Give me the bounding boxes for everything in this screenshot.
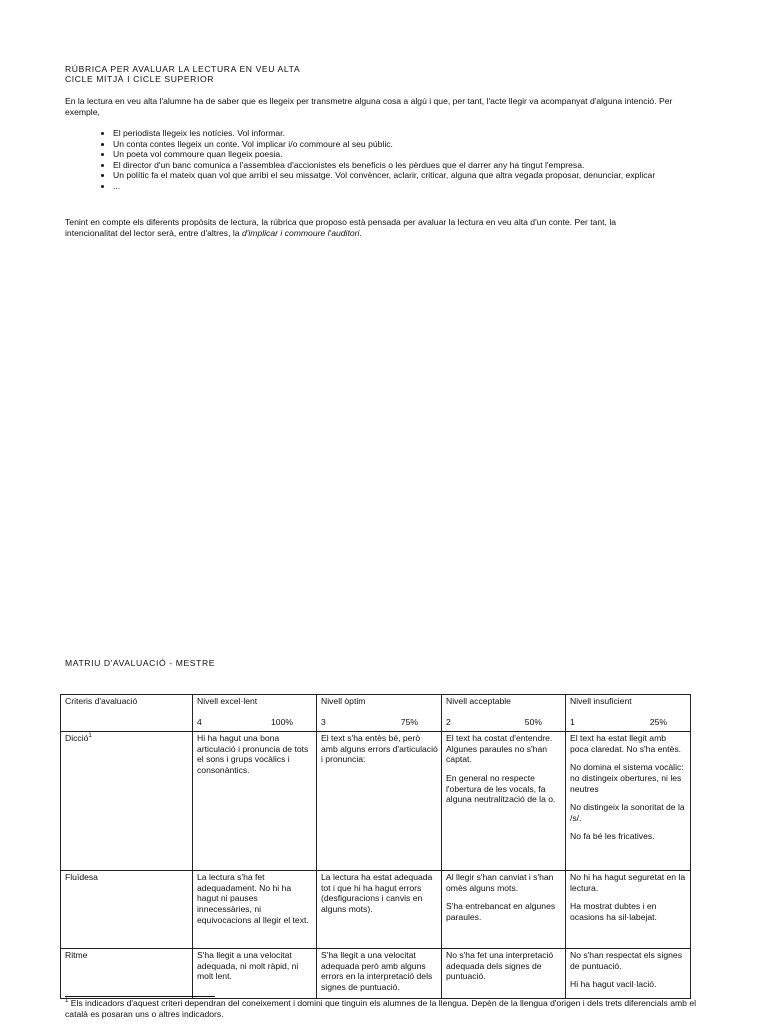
level-percent: 25% [649,716,667,727]
level-name: Nivell insuficient [570,696,632,706]
level-name: Nivell excel·lent [197,696,258,706]
level-cell: No s'han respectat els signes de puntuació. Hi ha hagut vacil·lació. [566,949,691,999]
header-level-excellent [193,695,317,732]
purpose-emphasis: d'implicar i commoure l'auditori [241,227,360,238]
header-level-optimal [317,695,442,732]
table-header-row [61,695,691,732]
level-cell: La lectura ha estat adequada tot i que hi ha hagut errors (desfiguracions i canvis en alguns mots). [317,871,442,949]
level-cell: El text ha estat llegit amb poca claredat. No s'ha entès. No domina el sistema vocàlic: no distingeix obertures, ni les neutres No distingeix la sonoritat de la /s/. No fa bé les fricatives. [566,732,691,871]
level-points: 1 [570,716,575,727]
footnote-number: 1 [65,998,69,1005]
level-points: 4 [197,716,202,727]
list-item: • Un polític fa el mateix quan vol que arribi el seu missatge. Vol convèncer, aclarir, criticar, alguna que altra vegada proposar, denunciar, explicar [113,170,688,181]
level-cell: Al llegir s'han canviat i s'han omès alguns mots. S'ha entrebancat en algunes paraules. [442,871,566,949]
list-item: • Un poeta vol commoure quan llegeix poesia. [113,149,688,160]
footnote-text: Els indicadors d'aquest criteri dependran del coneixement i domini que tinguin els alumnes de la llengua. Depèn de la llengua d'origen i dels trets diferencials amb el català es posaran uns o altres indicadors. [65,998,697,1019]
level-name: Nivell òptim [321,696,366,706]
level-cell: Hi ha hagut una bona articulació i pronuncia de tots el sons i grups vocàlics i consonàntics. [193,732,317,871]
list-item: • El periodista llegeix les notícies. Vol informar. [113,128,688,139]
level-points: 2 [446,716,451,727]
criterion-cell: Ritme [61,949,193,999]
examples-list [96,128,688,192]
header-level-acceptable [442,695,566,732]
rubric-table [60,694,691,999]
level-cell: La lectura s'ha fet adequadament. No hi ha hagut ni pauses innecessàries, ni equivocacions al llegir el text. [193,871,317,949]
criterion-cell: Dicció$^1$ [61,732,193,871]
header-level-insufficient [566,695,691,732]
level-cell: No s'ha fet una interpretació adequada dels signes de puntuació. [442,949,566,999]
level-percent: 100% [271,716,293,727]
purpose-paragraph [65,217,665,238]
level-cell: No hi ha hagut seguretat en la lectura. Ha mostrat dubtes i en ocasions ha sil·labejat. [566,871,691,949]
matrix-title: MATRIU D'AVALUACIÓ - MESTRE [65,658,216,668]
level-points: 3 [321,716,326,727]
footnote [65,998,705,1019]
document-title [65,64,300,85]
list-item: • El director d'un banc comunica a l'assemblea d'accionistes els beneficis o les pèrdues que el darrer any ha tingut l'empresa. [113,160,688,171]
title-line-1: RÚBRICA PER AVALUAR LA LECTURA EN VEU ALTA [65,64,301,74]
level-cell: El text ha costat d'entendre. Algunes paraules no s'han captat. En general no respecte l'obertura de les vocals, fa alguna neutralització de la o. [442,732,566,871]
intro-paragraph: En la lectura en veu alta l'alumne ha de saber que es llegeix per transmetre alguna cosa a algú i que, per tant, l'acte llegir va acompanyat d'alguna intenció. Per exemple, [65,96,673,117]
level-percent: 75% [400,716,418,727]
table-row [61,871,691,949]
list-item: • ... [113,181,688,192]
level-percent: 50% [524,716,542,727]
header-criteria: Criteris d'avaluació [61,695,193,732]
criterion-cell: Fluïdesa [61,871,193,949]
level-cell: El text s'ha entès bé, però amb alguns errors d'articulació i pronuncia: [317,732,442,871]
table-row [61,732,691,871]
title-line-2: CICLE MITJÀ I CICLE SUPERIOR [65,74,215,85]
footnote-divider [65,996,215,997]
level-cell: S'ha llegit a una velocitat adequada, ni molt ràpid, ni molt lent. [193,949,317,999]
list-item: • Un conta contes llegeix un conte. Vol implicar i/o commoure al seu públic. [113,139,688,150]
purpose-end: . [359,227,362,238]
footnote-mark: 1 [88,733,92,740]
purpose-text: Tenint en compte els diferents propòsits de lectura, la rúbrica que proposo està pensada per avaluar la lectura en veu alta d'un conte. Per tant, la intencionalitat del lector serà, entre d'altres, la [65,217,617,238]
level-cell: S'ha llegit a una velocitat adequada però amb alguns errors en la interpretació dels signes de puntuació. [317,949,442,999]
table-row [61,949,691,999]
level-name: Nivell acceptable [446,696,511,706]
